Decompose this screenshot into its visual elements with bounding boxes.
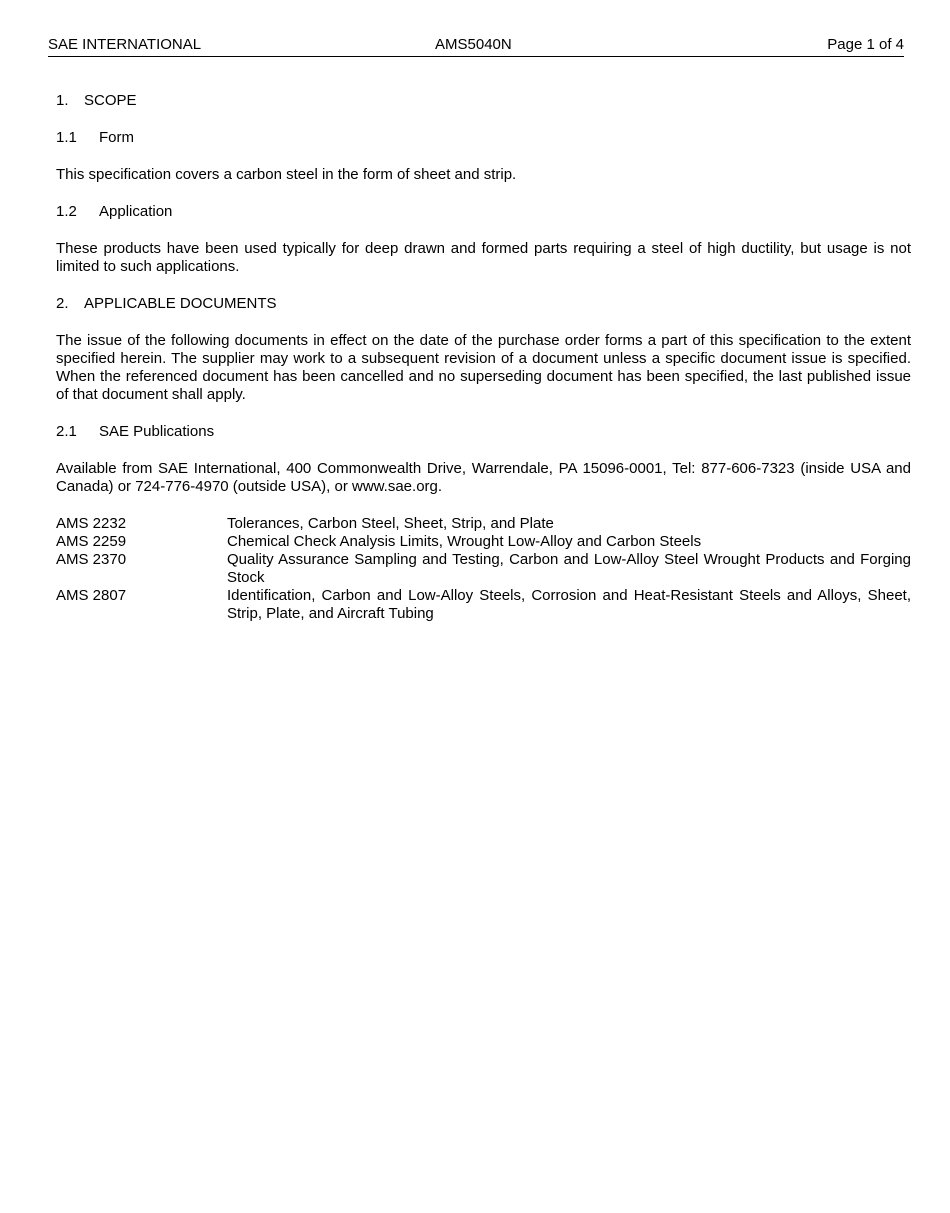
header-page-number: Page 1 of 4 <box>827 36 904 53</box>
paragraph-sae-publications: Available from SAE International, 400 Commonwealth Drive, Warrendale, PA 15096-0001, Tel: 877-606-7323 (inside USA and Canada) or 724-776-4970 (outside USA), or www.sae.org. <box>56 460 911 495</box>
reference-item <box>56 551 911 587</box>
reference-code: AMS 2259 <box>56 533 127 550</box>
reference-code: AMS 2807 <box>56 587 127 604</box>
section-title: APPLICABLE DOCUMENTS <box>84 295 277 312</box>
section-heading-scope <box>56 92 911 110</box>
subsection-number: 1.1 <box>56 129 77 146</box>
paragraph-application: These products have been used typically for deep drawn and formed parts requiring a steel of high ductility, but usage is not limited to such applications. <box>56 240 911 275</box>
section-number: 2. <box>56 295 69 312</box>
reference-code: AMS 2232 <box>56 515 127 532</box>
reference-item <box>56 587 911 623</box>
subsection-title: Application <box>99 203 173 220</box>
page-header <box>48 36 904 57</box>
header-organization: SAE INTERNATIONAL <box>48 36 202 53</box>
reference-code: AMS 2370 <box>56 551 127 568</box>
reference-list <box>56 515 911 623</box>
subsection-heading-form <box>56 129 911 147</box>
reference-item <box>56 515 911 533</box>
reference-title: Chemical Check Analysis Limits, Wrought Low-Alloy and Carbon Steels <box>227 533 702 550</box>
document-body <box>56 92 911 623</box>
reference-title: Identification, Carbon and Low-Alloy Steels, Corrosion and Heat-Resistant Steels and Alloys, Sheet, Strip, Plate, and Aircraft Tubing <box>227 587 911 622</box>
subsection-heading-sae-publications <box>56 423 911 441</box>
subsection-title: SAE Publications <box>99 423 215 440</box>
subsection-heading-application <box>56 203 911 221</box>
reference-title: Tolerances, Carbon Steel, Sheet, Strip, and Plate <box>227 515 554 532</box>
reference-item <box>56 533 911 551</box>
subsection-number: 1.2 <box>56 203 77 220</box>
section-number: 1. <box>56 92 69 109</box>
reference-title: Quality Assurance Sampling and Testing, Carbon and Low-Alloy Steel Wrought Products and Forging Stock <box>227 551 911 586</box>
paragraph-applicable-documents: The issue of the following documents in effect on the date of the purchase order forms a part of this specification to the extent specified herein. The supplier may work to a subsequent revision of a document unless a specific document issue is specified. When the referenced document has been cancelled and no superseding document has been specified, the last published issue of that document shall apply. <box>56 332 911 403</box>
section-title: SCOPE <box>84 92 137 109</box>
paragraph-form: This specification covers a carbon steel in the form of sheet and strip. <box>56 166 517 183</box>
section-heading-applicable-documents <box>56 295 911 313</box>
subsection-number: 2.1 <box>56 423 77 440</box>
header-document-number: AMS5040N <box>435 36 512 53</box>
subsection-title: Form <box>99 129 134 146</box>
